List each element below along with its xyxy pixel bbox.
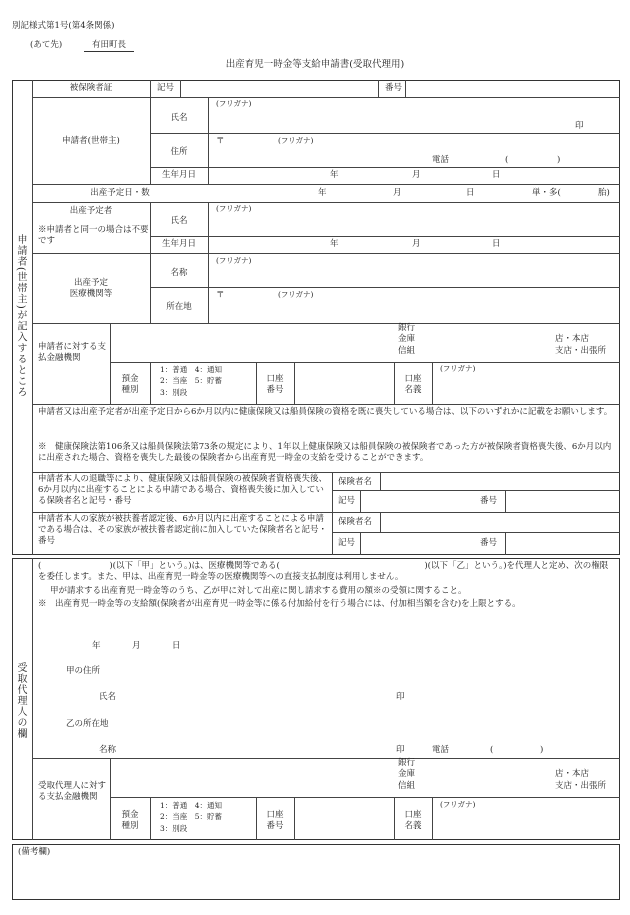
lost-eligibility-note: ※ 健康保険法第106条又は船員保険法第73条の規定により、1年以上健康保険又は船員保険の被保険者であった方が被保険者資格喪失後、6か月以内に出産された場合、資格を喪失した最後の保険者から出産育児一時金の支給を受けることができます。 bbox=[38, 442, 612, 464]
month-label: 月 bbox=[393, 188, 402, 198]
expectant-birthdate-label: 生年月日 bbox=[161, 239, 196, 249]
agent-account-holder-label: 口座 名義 bbox=[404, 810, 422, 832]
day-label: 日 bbox=[492, 170, 501, 180]
remarks-label: (備考欄) bbox=[18, 847, 51, 857]
account-holder-field[interactable] bbox=[436, 376, 614, 398]
account-holder-furigana: (フリガナ) bbox=[440, 364, 476, 373]
paren: ) bbox=[557, 155, 561, 165]
paren: ) bbox=[540, 745, 544, 755]
agent-paragraph-3: ※ 出産育児一時金等の支給額(保険者が出産育児一時金等に係る付加給付を行う場合には、付加相当額を含む)を上限とする。 bbox=[38, 599, 521, 609]
insured-number-label: 番号 bbox=[385, 83, 403, 93]
day-label: 日 bbox=[172, 641, 181, 651]
births-label: 胎) bbox=[598, 188, 610, 198]
agent-name-label: 名称 bbox=[99, 745, 117, 755]
principal-address-label: 甲の住所 bbox=[66, 666, 101, 676]
agent-bank-type-options: 銀行 金庫 信組 bbox=[398, 758, 416, 791]
paren: ( bbox=[490, 745, 494, 755]
bank-name-field[interactable] bbox=[114, 327, 384, 357]
agent-paragraph-2: 甲が請求する出産育児一時金等のうち、乙が甲に対して出産に関し請求する費用の額※の受領に関すること。 bbox=[50, 586, 467, 596]
payment-inst-label: 申請者に対する支払金融機関 bbox=[38, 342, 107, 364]
insured-symbol-field[interactable] bbox=[182, 84, 372, 96]
applicant-name-label: 氏名 bbox=[170, 113, 188, 123]
applicant-address-furigana: (フリガナ) bbox=[278, 136, 314, 145]
lost-eligibility-notice: 申請者又は出産予定者が出産予定日から6か月以内に健康保険又は船員保険の資格を既に喪失している場合は、以下のいずれかに記載をお願いします。 bbox=[38, 407, 613, 417]
facility-location-furigana: (フリガナ) bbox=[278, 290, 314, 299]
agent-deposit-type-options: 1：普通 4：通知 2：当座 5：貯蓄 3：別段 bbox=[160, 801, 223, 833]
lost-family-label: 申請者本人の家族が被扶養者認定後、6か月以内に出産することによる申請である場合は、その家族が被扶養者認定前に加入していた保険者名と記号・番号 bbox=[38, 514, 328, 547]
month-label: 月 bbox=[132, 641, 141, 651]
applicant-address-field[interactable] bbox=[212, 147, 432, 165]
insurer-name-label-2: 保険者名 bbox=[338, 517, 373, 527]
agent-account-holder-furigana: (フリガナ) bbox=[440, 800, 476, 809]
insurer-name-field-1[interactable] bbox=[384, 475, 614, 488]
facility-label: 出産予定 医療機関等 bbox=[69, 278, 113, 300]
agent-deposit-type-label: 預金 種別 bbox=[121, 810, 139, 832]
applicant-name-field[interactable] bbox=[212, 110, 562, 130]
addressee: 有田町長 bbox=[84, 40, 134, 52]
paren: ( bbox=[505, 155, 509, 165]
addressee-prefix: (あて先) bbox=[30, 40, 63, 50]
facility-name-label: 名称 bbox=[170, 268, 188, 278]
agent-account-holder-field[interactable] bbox=[436, 812, 614, 834]
expectant-label: 出産予定者 bbox=[69, 206, 113, 216]
agent-section-label: 受取代理人の欄 bbox=[15, 662, 26, 739]
branch-name-field[interactable] bbox=[430, 327, 550, 357]
facility-name-furigana: (フリガナ) bbox=[216, 256, 252, 265]
agent-paragraph-1: ( )(以下「甲」という。)は、医療機関等である( )(以下「乙」という。)を代理人と定め、次の権限を委任します。また、甲は、出産育児一時金等の医療機関等への直接支払制度は利用しません。 bbox=[38, 561, 609, 583]
applicant-address-label: 住所 bbox=[170, 147, 188, 157]
year-label: 年 bbox=[330, 170, 339, 180]
insured-symbol-label: 記号 bbox=[157, 83, 175, 93]
facility-postal-mark: 〒 bbox=[216, 290, 225, 300]
applicant-seal: 印 bbox=[575, 121, 584, 131]
insurer-number-field-1[interactable] bbox=[509, 493, 614, 509]
expectant-name-furigana: (フリガナ) bbox=[216, 204, 252, 213]
insurer-symbol-label-2: 記号 bbox=[338, 538, 356, 548]
insurer-number-label-1: 番号 bbox=[480, 496, 498, 506]
branch-type-options: 店・本店 支店・出張所 bbox=[555, 334, 607, 357]
single-multi-label: 単・多( bbox=[532, 188, 561, 198]
insurer-number-label-2: 番号 bbox=[480, 538, 498, 548]
agent-address-label: 乙の所在地 bbox=[66, 719, 109, 729]
insurer-number-field-2[interactable] bbox=[509, 535, 614, 552]
year-label: 年 bbox=[318, 188, 327, 198]
applicant-birthdate-label: 生年月日 bbox=[161, 170, 196, 180]
expectant-name-field[interactable] bbox=[212, 216, 612, 234]
lost-self-label: 申請者本人の退職等により、健康保険又は船員保険の被保険者資格喪失後、6か月以内に出産することによる申請である場合、資格喪失後に加入している保険者名と記号・番号 bbox=[38, 474, 328, 507]
facility-location-field[interactable] bbox=[212, 302, 612, 318]
agent-address-field[interactable] bbox=[124, 715, 504, 731]
insured-number-field[interactable] bbox=[408, 84, 613, 96]
applicant-phone-label: 電話 bbox=[432, 155, 450, 165]
principal-address-field[interactable] bbox=[115, 662, 495, 678]
insured-card-label: 被保険者証 bbox=[69, 83, 113, 93]
insurer-symbol-field-2[interactable] bbox=[364, 535, 476, 552]
agent-bank-name-field[interactable] bbox=[114, 762, 384, 792]
form-number: 別記様式第1号(第4条関係) bbox=[12, 21, 115, 31]
month-label: 月 bbox=[412, 170, 421, 180]
year-label: 年 bbox=[330, 239, 339, 249]
bank-type-options: 銀行 金庫 信組 bbox=[398, 323, 416, 356]
account-number-field[interactable] bbox=[298, 368, 390, 398]
day-label: 日 bbox=[492, 239, 501, 249]
applicant-section-label: 申請者(世帯主)が記入するところ bbox=[15, 234, 26, 398]
agent-account-number-field[interactable] bbox=[298, 803, 390, 833]
agent-phone-label: 電話 bbox=[432, 745, 450, 755]
remarks-field[interactable] bbox=[16, 860, 616, 896]
year-label: 年 bbox=[92, 641, 101, 651]
expectant-note: ※申請者と同一の場合は不要です bbox=[38, 225, 149, 247]
insurer-name-label-1: 保険者名 bbox=[338, 477, 373, 487]
insurer-symbol-field-1[interactable] bbox=[364, 493, 476, 509]
agent-seal: 印 bbox=[396, 745, 405, 755]
facility-name-field[interactable] bbox=[212, 268, 612, 284]
insurer-name-field-2[interactable] bbox=[384, 515, 614, 529]
agent-payment-inst-label: 受取代理人に対する支払金融機関 bbox=[38, 781, 107, 803]
principal-name-label: 氏名 bbox=[99, 692, 117, 702]
facility-location-label: 所在地 bbox=[166, 302, 192, 312]
agent-branch-name-field[interactable] bbox=[430, 762, 550, 792]
agent-account-number-label: 口座 番号 bbox=[266, 810, 284, 832]
principal-name-field[interactable] bbox=[125, 688, 385, 704]
account-holder-label: 口座 名義 bbox=[404, 374, 422, 396]
day-label: 日 bbox=[466, 188, 475, 198]
deposit-type-label: 預金 種別 bbox=[121, 374, 139, 396]
insurer-symbol-label-1: 記号 bbox=[338, 496, 356, 506]
deposit-type-options: 1：普通 4：通知 2：当座 5：貯蓄 3：別段 bbox=[160, 365, 223, 397]
due-date-label: 出産予定日・数 bbox=[90, 188, 150, 198]
expectant-name-label: 氏名 bbox=[170, 216, 188, 226]
agent-name-field[interactable] bbox=[125, 741, 385, 757]
agent-branch-type-options: 店・本店 支店・出張所 bbox=[555, 769, 607, 792]
applicant-label: 申請者(世帯主) bbox=[62, 136, 120, 146]
principal-seal: 印 bbox=[396, 692, 405, 702]
form-title: 出産育児一時金等支給申請書(受取代理用) bbox=[225, 59, 405, 70]
month-label: 月 bbox=[412, 239, 421, 249]
applicant-postal-mark: 〒 bbox=[216, 136, 225, 146]
account-number-label: 口座 番号 bbox=[266, 374, 284, 396]
applicant-name-furigana: (フリガナ) bbox=[216, 99, 252, 108]
